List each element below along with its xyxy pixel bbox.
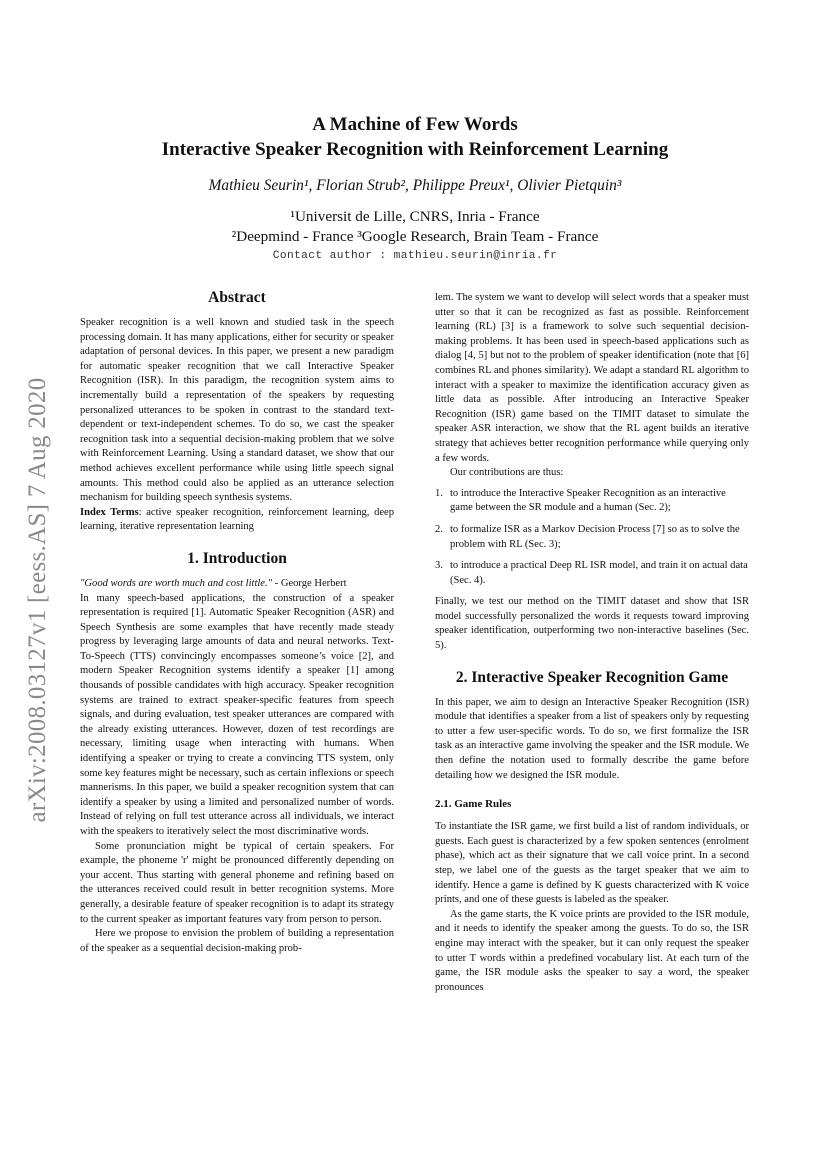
- section-2-heading: 2. Interactive Speaker Recognition Game: [455, 668, 729, 686]
- abstract-heading: Abstract: [208, 289, 266, 306]
- contribution-item: [435, 523, 749, 552]
- index-terms-text: : active speaker recognition, reinforcement learning, deep learning, iterative representation learning: [80, 506, 394, 533]
- contact-author: Contact author : mathieu.seurin@inria.fr: [272, 250, 558, 262]
- intro-paragraph-continued: lem. The system we want to develop will select words that a speaker must utter so that it can be recognized as fast as possible. Reinforcement learning (RL) [3] is a framework to solve such sequential decision-making problems. It has been used in speech-based applications such as dialog [4, 5] but not to the problem of speaker identification (note that [6] combines RL and phones similarity). We adapt a standard RL algorithm to interact with a speaker to maximize the identification accuracy given as little data as possible. After introducing an Interactive Speaker Recognition (ISR) game based on the TIMIT dataset to simulate the speaker ASR interaction, we show that the RL agent builds an iterative strategy that achieves better recognition performance while querying only a few words.: [435, 292, 749, 464]
- affiliations: [80, 207, 750, 246]
- paper-header: [80, 112, 750, 262]
- contribution-number: 2.: [435, 523, 443, 535]
- index-terms-label: Index Terms: [80, 506, 139, 518]
- intro-quote: "Good words are worth much and cost little.": [80, 577, 273, 589]
- contribution-item: [435, 559, 749, 588]
- abstract-text: Speaker recognition is a well known and studied task in the speech processing domain. It has many applications, either for security or speaker adaptation of personal devices. In this paper, we present a new paradigm for automatic speaker recognition that we call Interactive Speaker Recognition (ISR). In this paradigm, the recognition system aims to incrementally build a representation of the speakers by requesting personalized utterances to be spoken in contrast to the standard text-dependent or text-independent schemes. To do so, we cast the speaker recognition task into a sequential decision-making problem that we solve with Reinforcement Learning. Using a standard dataset, we show that our method achieves excellent performance while using little speech signal amounts. This method could also be applied as an utterance selection mechanism for building speech synthesis systems.: [80, 317, 394, 504]
- arxiv-sidebar-stamp: [18, 330, 58, 870]
- contributions-intro: Our contributions are thus:: [450, 467, 564, 479]
- intro-paragraph-3: Here we propose to envision the problem of building a representation of the speaker as a sequential decision-making prob-: [80, 928, 394, 954]
- game-rules-paragraph-1: To instantiate the ISR game, we first build a list of random individuals, or guests. Each guest is characterized by a few spoken sentences (enrolment phase), which act as their signature that we call voice print. In a second step, we label one of the guests as the target speaker that we aim to identify. Hence a game is defined by K guests characterized with K voice prints, and one of these guests is labeled as the speaker.: [435, 821, 749, 906]
- left-column: [80, 288, 394, 956]
- introduction-heading: 1. Introduction: [187, 549, 287, 567]
- contribution-text: to formalize ISR as a Markov Decision Process [7] so as to solve the problem with RL (Sec. 3);: [450, 523, 740, 550]
- contribution-number: 3.: [435, 560, 443, 572]
- index-terms: [80, 506, 394, 535]
- author-list: Mathieu Seurin¹, Florian Strub², Philippe Preux¹, Olivier Pietquin³: [208, 177, 622, 194]
- right-column: [435, 291, 749, 995]
- intro-paragraph-1: In many speech-based applications, the construction of a speaker representation is required [1]. Automatic Speaker Recognition (ASR) and Speech Synthesis are some examples that have recently made steady progress by leveraging large amounts of data and neural networks. Text-To-Speech (TTS) convincingly encompasses someone’s voice [2], and modern Speaker Recognition systems identify a speaker [1] among thousands of possible candidates with high accuracy. Speaker recognition systems are trained to extract speaker-specific features from speech signals, and during evaluation, test speaker utterances are compared with the already existing utterances. However, dozen of test recordings are necessary, limiting usage when interacting with humans. When identifying a speaker or trying to create a convincing TTS system, only some key features might be necessary, such as certain inflexions or speech mannerisms. In this paper, we build a speaker recognition system that can identify a speaker by using a limited and personalized number of words. Instead of relying on full test utterance across all individuals, we interact with the speakers to iteratively select the most discriminative words.: [80, 592, 394, 837]
- contributions-list: [435, 487, 749, 589]
- title-line-2: Interactive Speaker Recognition with Reinforcement Learning: [161, 139, 669, 160]
- intro-quote-author: - George Herbert: [272, 577, 347, 589]
- affiliation-line-2: ²Deepmind - France ³Google Research, Brain Team - France: [231, 227, 599, 245]
- contribution-text: to introduce the Interactive Speaker Recognition as an interactive game between the SR module and a human (Sec. 2);: [450, 487, 726, 514]
- section-2-1-heading: 2.1. Game Rules: [435, 798, 512, 811]
- contribution-text: to introduce a practical Deep RL ISR model, and train it on actual data (Sec. 4).: [450, 560, 748, 586]
- affiliation-line-1: ¹Universit de Lille, CNRS, Inria - France: [290, 208, 540, 225]
- contribution-number: 1.: [435, 487, 443, 499]
- paper-title: [80, 112, 750, 162]
- title-line-1: A Machine of Few Words: [312, 114, 518, 135]
- arxiv-id: arXiv:2008.03127v1 [eess.AS] 7 Aug 2020: [24, 377, 51, 823]
- intro-closing-paragraph: Finally, we test our method on the TIMIT dataset and show that ISR model successfully personalized the words it requests toward improving speaker identification, outperforming two non-interactive baselines (Sec. 5).: [435, 596, 749, 652]
- intro-epigraph: [80, 577, 394, 592]
- game-rules-paragraph-2: As the game starts, the K voice prints are provided to the ISR module, and it needs to identify the speaker among the guests. To do so, the ISR engine may interact with the speaker, but it can only request the speaker to utter T words within a predefined vocabulary list. At each turn of the game, the ISR module asks the speaker to say a word, the speaker pronounces: [435, 908, 749, 993]
- contribution-item: [435, 487, 749, 516]
- section-2-paragraph: In this paper, we aim to design an Interactive Speaker Recognition (ISR) module that identifies a speaker from a list of speakers only by requesting to utter a few user-specific words. To do so, we first formalize the ISR task as an interactive game involving the speaker and the ISR module. We then define the notation used to formally describe the game before detailing how we designed the ISR module.: [435, 696, 749, 781]
- intro-paragraph-2: Some pronunciation might be typical of certain speakers. For example, the phoneme 'r' might be pronounced differently depending on your accent. Thus starting with general phoneme and refining based on the utterances received could result in better recognition systems. More generally, a desirable feature of speaker recognition is to adapt its strategy to the current speaker as important features vary from person to person.: [80, 840, 394, 925]
